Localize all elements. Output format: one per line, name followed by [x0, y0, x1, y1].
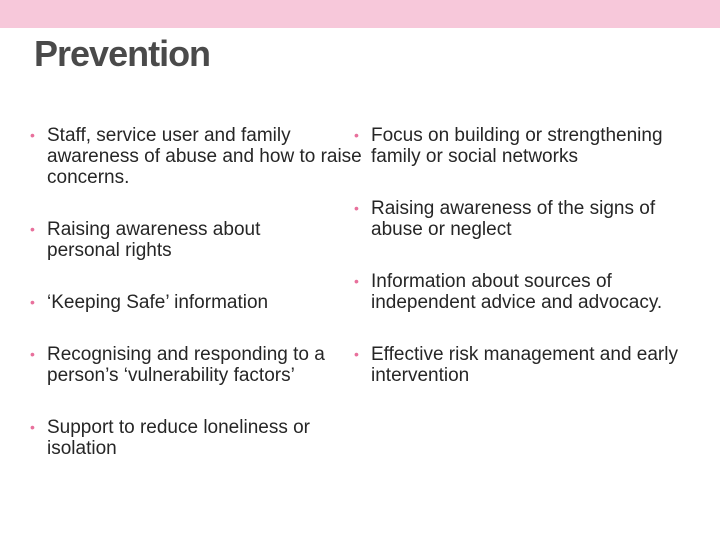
list-item: • Staff, service user and family awareness of abuse and how to raise concerns. [30, 125, 367, 188]
list-item: • Support to reduce loneliness or isolation [30, 417, 377, 459]
list-item: • Information about sources of independent advice and advocacy. [354, 271, 671, 313]
left-bullet-list [30, 125, 365, 459]
list-item: • Raising awareness of the signs of abuse or neglect [354, 198, 696, 240]
list-item: • Raising awareness about personal rights [30, 219, 322, 261]
list-item: • Recognising and responding to a person’s ‘vulnerability factors’ [30, 344, 337, 386]
list-item: • Effective risk management and early intervention [354, 344, 701, 386]
slide-title: Prevention [34, 33, 211, 74]
slide-top-accent-bar [0, 0, 720, 28]
list-item: • Focus on building or strengthening family or social networks [354, 125, 676, 167]
right-bullet-list [354, 125, 699, 386]
list-item: • ‘Keeping Safe’ information [30, 292, 365, 313]
